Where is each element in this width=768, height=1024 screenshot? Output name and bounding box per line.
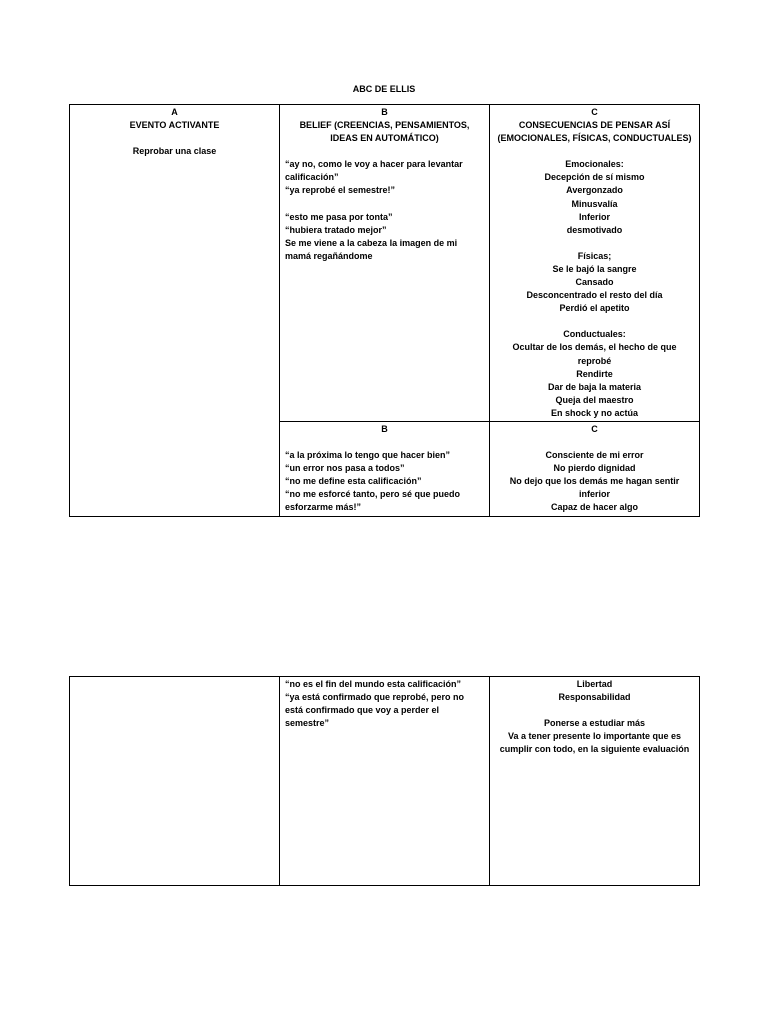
cell-c-alt: [490, 421, 700, 516]
behavioral-label: Conductuales:: [563, 329, 626, 340]
cell-b: [280, 105, 490, 422]
rational-belief-item: “un error nos pasa a todos”: [285, 463, 405, 474]
belief-item: “esto me pasa por tonta”: [285, 211, 393, 222]
rational-belief-item: “no me define esta calificación”: [285, 476, 422, 487]
cell-b-continued: [280, 677, 490, 886]
consequence-item: Va a tener presente lo importante que es cumplir con todo, en la siguiente evaluación: [499, 731, 690, 755]
col-c-heading: CONSECUENCIAS DE PENSAR ASÍ (EMOCIONALES, FÍSICAS, CONDUCTUALES): [497, 120, 692, 144]
cell-c: [490, 105, 700, 422]
abc-table-continued: [69, 676, 700, 886]
col-a-heading: EVENTO ACTIVANTE: [129, 120, 220, 131]
col-a-letter: A: [171, 107, 178, 117]
cell-c-continued: [490, 677, 700, 886]
col-b-letter: B: [381, 107, 388, 117]
consequence-item: Libertad: [576, 679, 613, 689]
consequence-item: Queja del maestro: [555, 394, 634, 405]
belief-item: “hubiera tratado mejor”: [285, 224, 387, 235]
rational-belief-item: “no me esforcé tanto, pero sé que puedo esforzarme más!”: [285, 489, 461, 513]
consequence-item: Cansado: [575, 277, 614, 288]
cell-a: [70, 105, 280, 517]
rational-consequence-item: Consciente de mi error: [545, 450, 644, 461]
consequence-item: En shock y no actúa: [550, 407, 639, 418]
belief-item: “no es el fin del mundo esta calificación”: [285, 679, 462, 689]
cell-b-alt: [280, 421, 490, 516]
col-c-letter: C: [591, 107, 598, 117]
consequence-item: Se le bajó la sangre: [552, 263, 637, 274]
row2-c-letter: C: [591, 423, 598, 434]
consequence-item: Ocultar de los demás, el hecho de que reprobé: [512, 342, 677, 366]
belief-item: “ay no, como le voy a hacer para levantar calificación”: [285, 159, 463, 183]
rational-belief-item: “a la próxima lo tengo que hacer bien”: [285, 450, 451, 461]
consequence-item: Rendirte: [576, 368, 613, 379]
table-row: [70, 105, 700, 422]
consequence-item: Ponerse a estudiar más: [543, 718, 646, 729]
consequence-item: desmotivado: [566, 224, 623, 235]
emotional-label: Emocionales:: [565, 159, 624, 170]
consequence-item: Minusvalía: [571, 198, 618, 209]
document-title: ABC DE ELLIS: [352, 84, 416, 94]
physical-label: Físicas;: [577, 250, 612, 261]
belief-item: “ya está confirmado que reprobé, pero no está confirmado que voy a perder el semestre”: [285, 692, 465, 729]
row2-b-letter: B: [381, 423, 388, 434]
rational-consequence-item: No pierdo dignidad: [553, 463, 636, 474]
activating-event: Reprobar una clase: [132, 146, 217, 157]
consequence-item: Dar de baja la materia: [547, 381, 642, 392]
consequence-item: Avergonzado: [566, 185, 623, 196]
consequence-item: Inferior: [578, 211, 610, 222]
belief-item: Se me viene a la cabeza la imagen de mi mamá regañándome: [285, 237, 458, 261]
cell-a-empty: [70, 677, 280, 886]
rational-consequence-item: No dejo que los demás me hagan sentir inferior: [509, 476, 680, 500]
abc-table: [69, 104, 700, 517]
table-row: [70, 677, 700, 886]
consequence-item: Desconcentrado el resto del día: [526, 290, 663, 301]
rational-consequence-item: Capaz de hacer algo: [550, 502, 639, 513]
belief-item: “ya reprobé el semestre!”: [285, 185, 396, 196]
col-b-heading: BELIEF (CREENCIAS, PENSAMIENTOS, IDEAS EN AUTOMÁTICO): [299, 120, 470, 144]
consequence-item: Decepción de sí mismo: [544, 172, 645, 183]
consequence-item: Responsabilidad: [558, 692, 631, 703]
consequence-item: Perdió el apetito: [559, 303, 630, 314]
